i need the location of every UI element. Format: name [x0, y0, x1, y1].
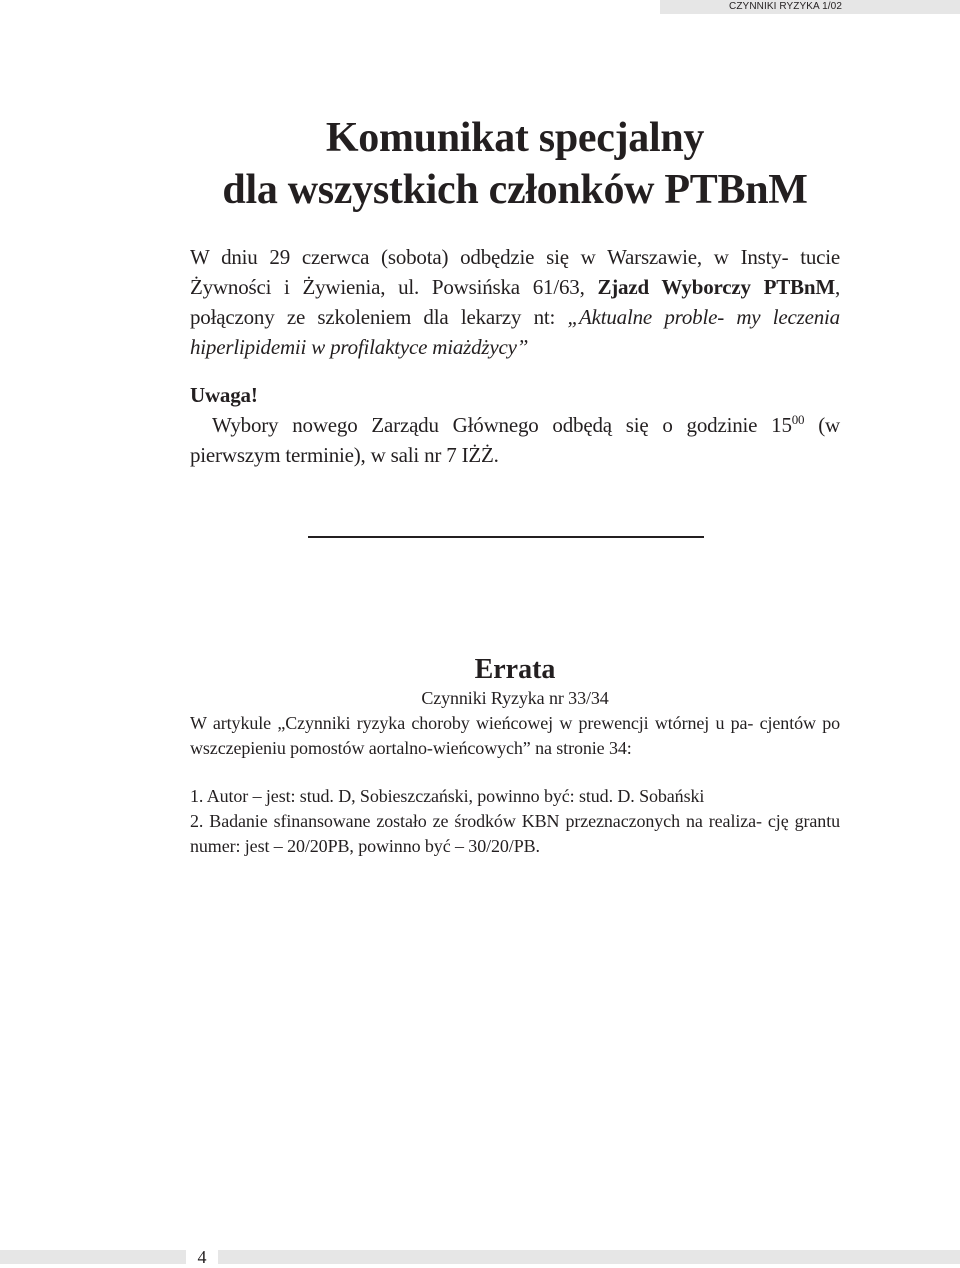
announcement-event-name: Zjazd Wyborczy PTBnM: [597, 275, 835, 299]
notice-text-b: (w pierwszym terminie), w sali nr 7 IŻŻ.: [190, 413, 840, 467]
announcement-paragraph: [190, 242, 840, 362]
announcement-training-topic: „Aktualne proble- my leczenia hiperlipidemii w profilaktyce miażdżycy”: [190, 305, 840, 359]
errata-paragraph: W artykule „Czynniki ryzyka choroby wieńcowej w prewencji wtórnej u pa- cjentów po wszczepieniu pomostów aortalno-wieńcowych” na stronie 34:: [190, 713, 840, 758]
errata-correction-2: 2. Badanie sfinansowane zostało ze środków KBN przeznaczonych na realiza- cję grantu numer: jest – 20/20PB, powinno być – 30/20/PB.: [190, 811, 840, 856]
errata-correction-1: 1. Autor – jest: stud. D, Sobieszczański, powinno być: stud. D. Sobański: [190, 786, 705, 806]
errata-heading: Errata: [474, 654, 556, 685]
page-title: [190, 112, 840, 216]
notice-time-superscript: 00: [791, 412, 805, 427]
announcement-text-b: , połączony ze szkoleniem dla lekarzy nt:: [190, 275, 840, 329]
page-number: 4: [197, 1247, 207, 1267]
notice-label: Uwaga!: [190, 383, 258, 407]
notice-paragraph: [190, 410, 840, 470]
announcement-text-a: W dniu 29 czerwca (sobota) odbędzie się w Warszawie, w Insty- tucie Żywności i Żywienia, ul. Powsińska 61/63,: [190, 245, 840, 299]
errata-subtitle: Czynniki Ryzyka nr 33/34: [421, 688, 609, 708]
footer-bar-right: [218, 1250, 960, 1264]
notice-text-a: Wybory nowego Zarządu Głównego odbędą się o godzinie 15: [212, 413, 792, 437]
running-header: CZYNNIKI RYZYKA 1/02: [660, 0, 960, 14]
title-line-2: dla wszystkich członków PTBnM: [222, 167, 808, 213]
section-divider: [308, 536, 704, 538]
title-line-1: Komunikat specjalny: [325, 115, 705, 161]
footer-bar-left: [0, 1250, 186, 1264]
